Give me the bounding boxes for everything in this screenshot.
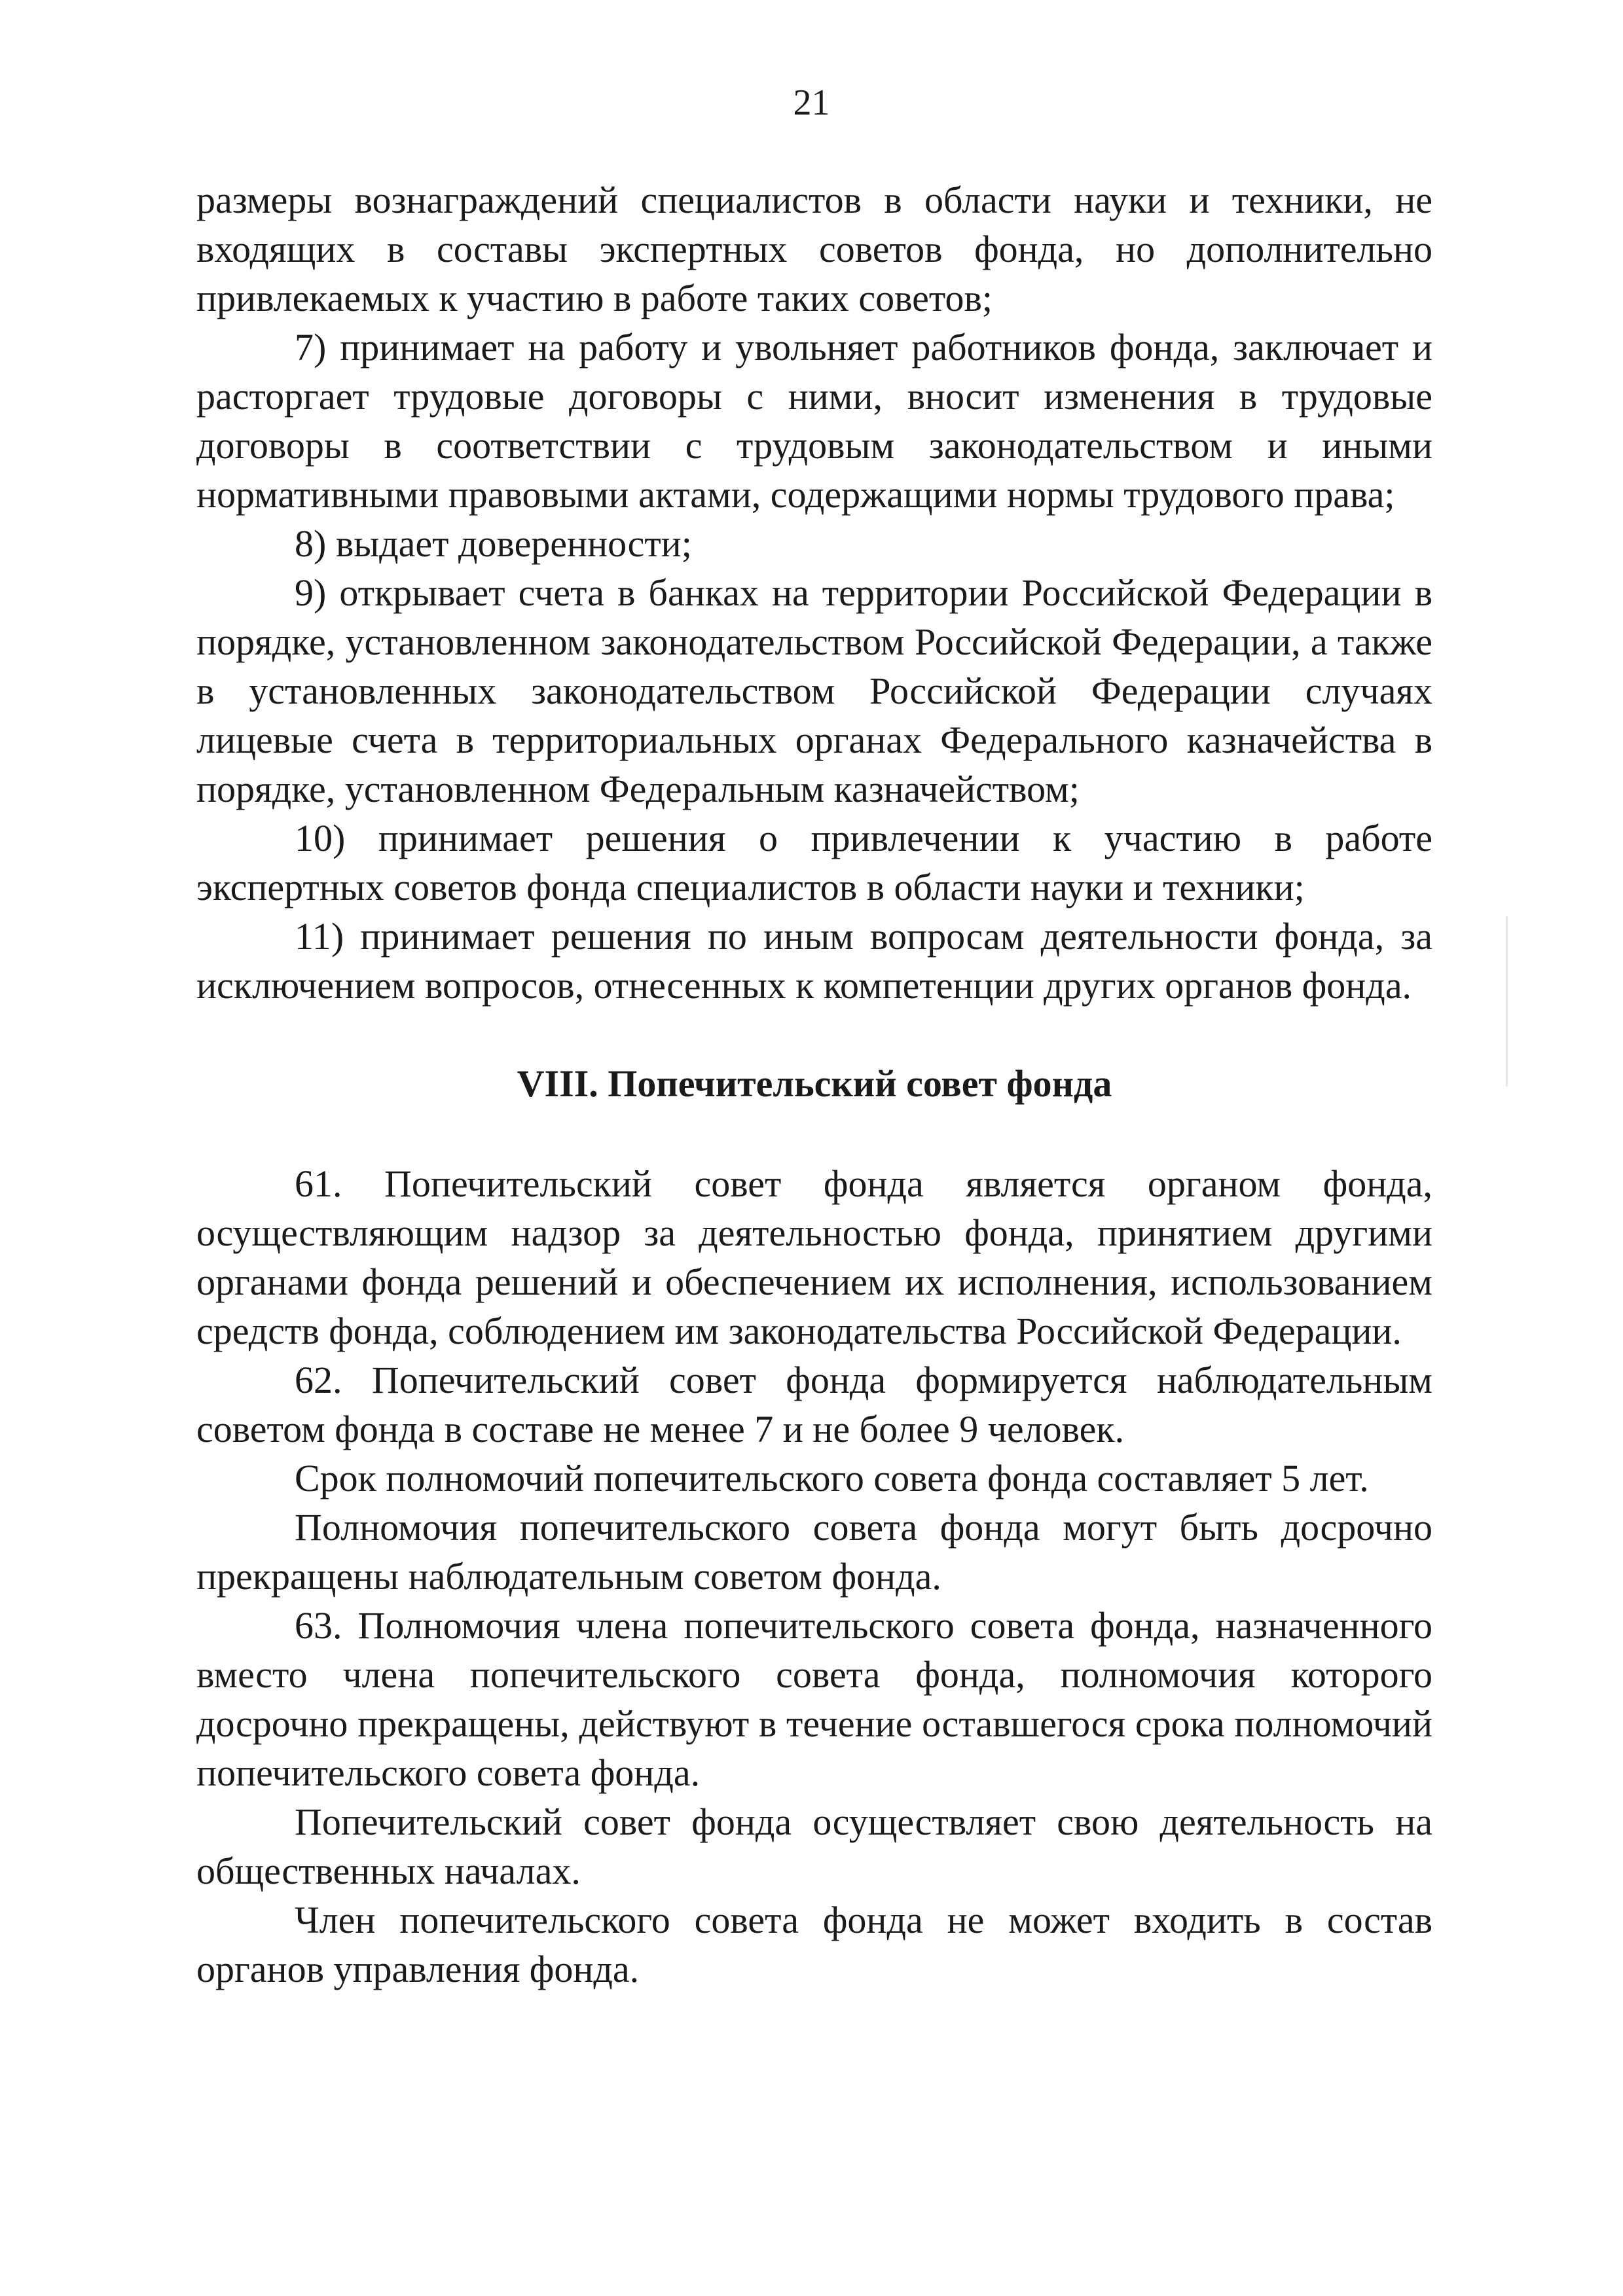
- paragraph-item-8: 8) выдает доверенности;: [295, 522, 692, 565]
- paragraph-item-10: 10) принимает решения о привлечении к участию в работе экспертных советов фонда специалистов в области науки и техники;: [196, 817, 1432, 908]
- paragraph-item-7: 7) принимает на работу и увольняет работников фонда, заключает и расторгает трудовые договоры с ними, вносит изменения в трудовые договоры в соответствии с трудовым законодательством и иными нормативными правовыми актами, содержащими нормы трудового права;: [196, 326, 1432, 516]
- paragraph-continuation: размеры вознаграждений специалистов в области науки и техники, не входящих в составы экспертных советов фонда, но дополнительно привлекаемых к участию в работе таких советов;: [196, 179, 1432, 319]
- document-body: [196, 175, 1432, 1994]
- paragraph-61: 61. Попечительский совет фонда является органом фонда, осуществляющим надзор за деятельностью фонда, принятием другими органами фонда решений и обеспечением их исполнения, использованием средств фонда, соблюдением им законодательства Российской Федерации.: [196, 1162, 1432, 1352]
- paragraph-63: 63. Полномочия члена попечительского совета фонда, назначенного вместо члена попечительского совета фонда, полномочия которого досрочно прекращены, действуют в течение оставшегося срока полномочий попечительского совета фонда.: [196, 1604, 1432, 1794]
- section-heading: VIII. Попечительский совет фонда: [517, 1062, 1112, 1105]
- paragraph-member-restriction: Член попечительского совета фонда не может входить в состав органов управления фонда.: [196, 1899, 1432, 1990]
- paragraph-item-11: 11) принимает решения по иным вопросам деятельности фонда, за исключением вопросов, отнесенных к компетенции других органов фонда.: [196, 915, 1432, 1007]
- scan-margin-mark: [1506, 916, 1508, 1086]
- paragraph-item-9: 9) открывает счета в банках на территории Российской Федерации в порядке, установленном законодательством Российской Федерации, а также в установленных законодательством Российской Федерации случаях лицевые счета в территориальных органах Федерального казначейства в порядке, установленном Федеральным казначейством;: [196, 571, 1432, 810]
- paragraph-term: Срок полномочий попечительского совета фонда составляет 5 лет.: [295, 1457, 1369, 1499]
- paragraph-early-termination: Полномочия попечительского совета фонда могут быть досрочно прекращены наблюдательным советом фонда.: [196, 1506, 1432, 1598]
- paragraph-62: 62. Попечительский совет фонда формируется наблюдательным советом фонда в составе не менее 7 и не более 9 человек.: [196, 1359, 1432, 1450]
- paragraph-voluntary-basis: Попечительский совет фонда осуществляет свою деятельность на общественных началах.: [196, 1801, 1432, 1892]
- page-number: 21: [793, 82, 830, 123]
